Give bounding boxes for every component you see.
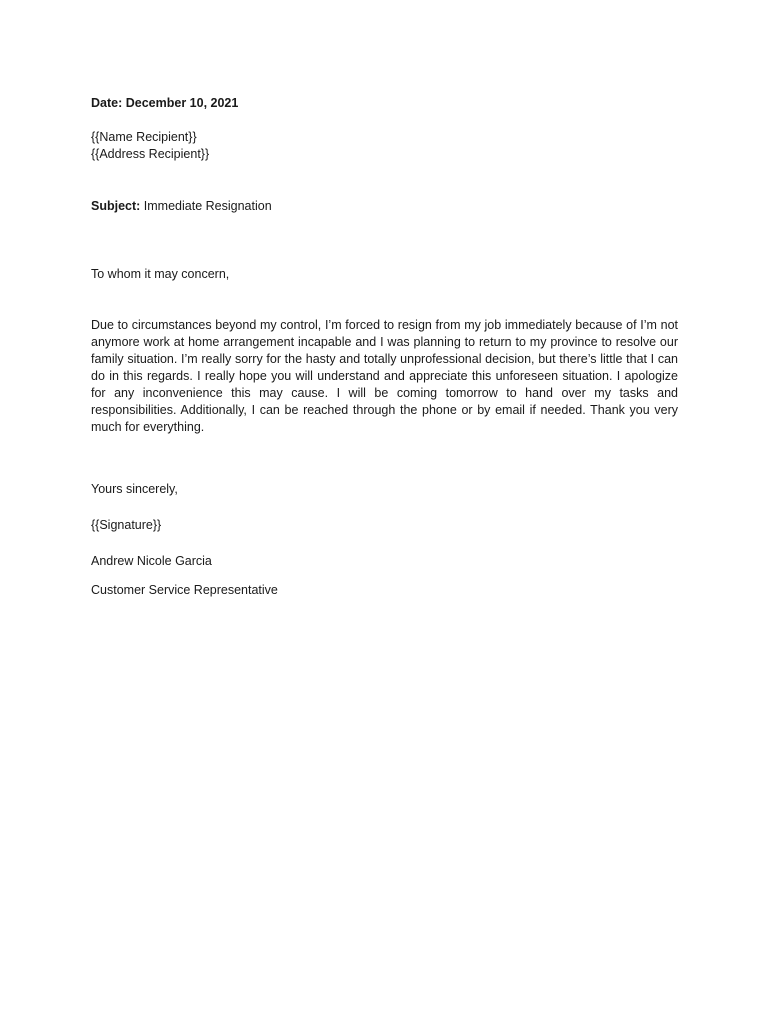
letter-document (91, 95, 678, 599)
sender-title: Customer Service Representative (91, 583, 278, 597)
letter-date (91, 95, 678, 112)
closing: Yours sincerely, (91, 482, 178, 496)
recipient-name: {{Name Recipient}} (91, 130, 197, 144)
date-value: December 10, 2021 (125, 96, 239, 110)
recipient-block (91, 129, 678, 163)
letter-body: Due to circumstances beyond my control, I’m forced to resign from my job immediately because of I’m not anymore work at home arrangement incapable and I was planning to return to my province to resolve our family situation. I’m really sorry for the hasty and totally unprofessional decision, but there’s little that I can do in this regards. I really hope you will understand and appreciate this unforeseen situation. I apologize for any inconvenience this may cause. I will be coming tomorrow to hand over my tasks and responsibilities. Additionally, I can be reached through the phone or by email if needed. Thank you very much for everything. (91, 318, 678, 434)
recipient-address: {{Address Recipient}} (91, 147, 210, 161)
date-label: Date: (91, 96, 123, 110)
subject-value: Immediate Resignation (143, 199, 272, 213)
subject-label: Subject: (91, 199, 141, 213)
sender-name: Andrew Nicole Garcia (91, 554, 212, 568)
salutation: To whom it may concern, (91, 267, 230, 281)
signature-placeholder: {{Signature}} (91, 518, 162, 532)
letter-subject (91, 198, 678, 215)
